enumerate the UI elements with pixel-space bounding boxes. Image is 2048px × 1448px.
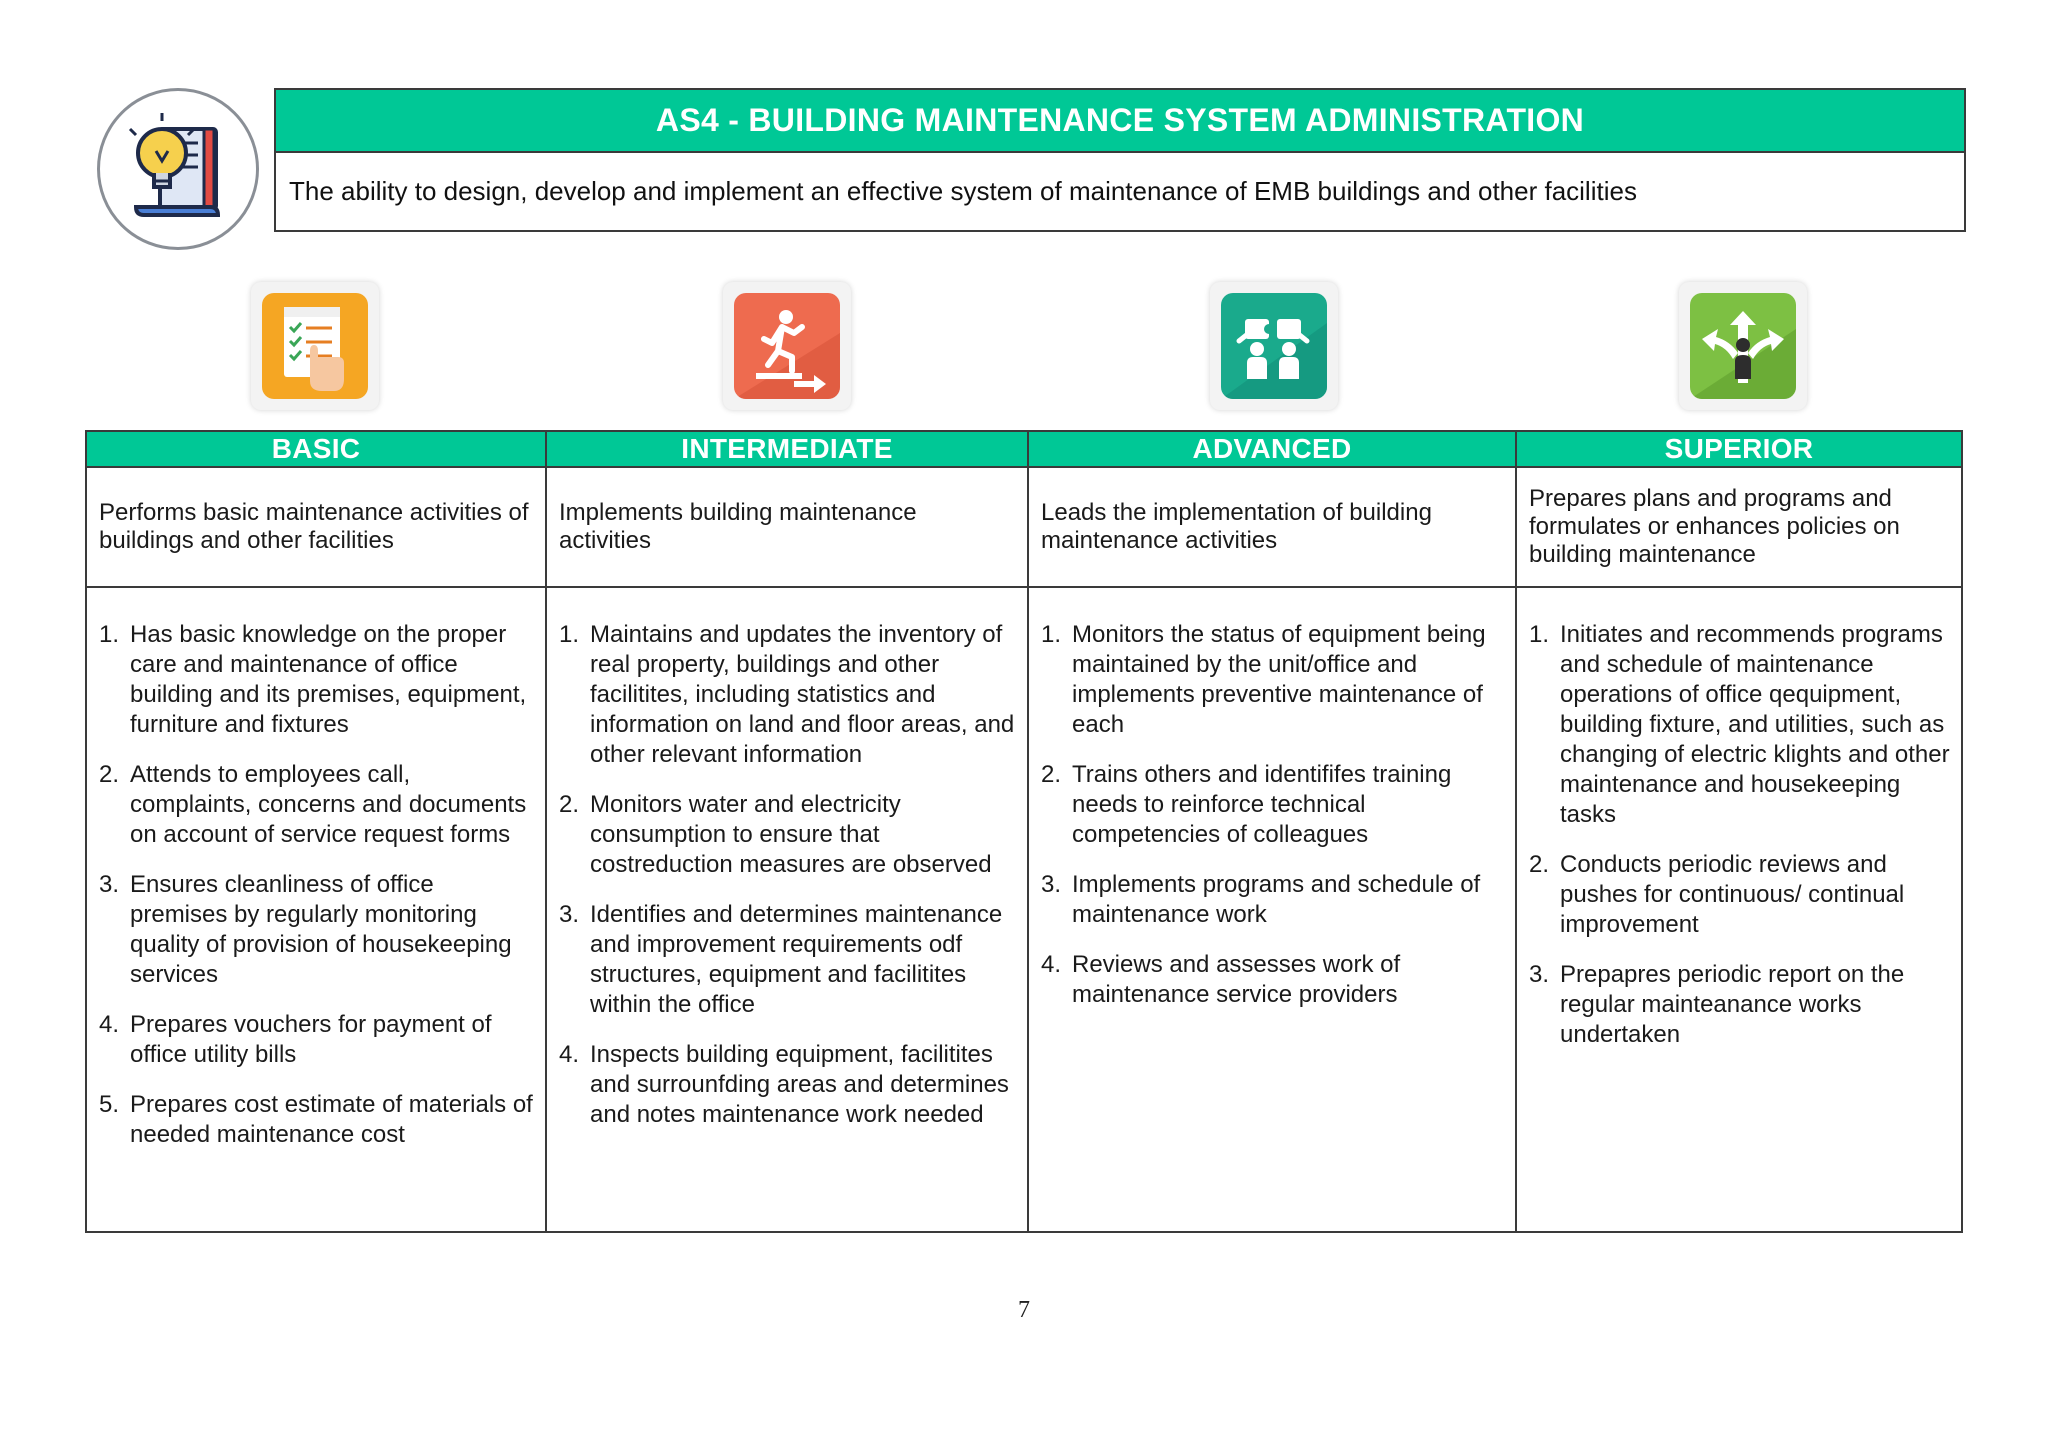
indicator-item: 2. Trains others and identififes training needs to reinforce technical competencies of colleagues [1041,761,1452,848]
levels-header-row [86,431,1962,467]
indicator-list [559,620,1017,1130]
proficiency-levels-table [85,430,1963,1233]
indicator-item: 3. Implements programs and schedule of maintenance work [1041,871,1481,928]
indicator-item: 1. Monitors the status of equipment being maintained by the unit/office and implements preventive maintenance of each [1041,621,1486,738]
level-indicators-advanced [1028,587,1516,1232]
competency-title: AS4 - BUILDING MAINTENANCE SYSTEM ADMINISTRATION [276,90,1964,153]
indicator-item: 4. Inspects building equipment, facilitites and surrounfding areas and determines and notes maintenance work needed [559,1041,1009,1128]
competency-logo [97,88,259,250]
levels-indicators-row [86,587,1962,1232]
indicator-item: 2. Conducts periodic reviews and pushes for continuous/ continual improvement [1529,851,1905,938]
indicator-list [1041,620,1505,1010]
indicator-item: 3. Prepapres periodic report on the regular mainteanance works undertaken [1529,961,1905,1048]
level-summary-intermediate: Implements building maintenance activities [546,467,1028,587]
level-indicators-intermediate [546,587,1028,1232]
intermediate-level-icon [723,282,851,410]
competency-header [274,88,1966,232]
advanced-level-icon [1210,282,1338,410]
running-exit-icon [734,293,840,399]
competency-description: The ability to design, develop and implement an effective system of maintenance of EMB buildings and other facilities [289,176,1637,206]
indicator-item: 4. Reviews and assesses work of maintenance service providers [1041,951,1401,1008]
page-number: 7 [1018,1297,1030,1323]
level-summary-superior: Prepares plans and programs and formulates or enhances policies on building maintenance [1516,467,1962,587]
checklist-hand-icon [262,293,368,399]
level-summary-basic: Performs basic maintenance activities of buildings and other facilities [86,467,546,587]
indicator-list [1529,620,1951,1050]
indicator-item: 4. Prepares vouchers for payment of office utility bills [99,1011,492,1068]
indicator-item: 3. Ensures cleanliness of office premises by regularly monitoring quality of provision of housekeeping services [99,871,512,988]
crossroads-arrows-icon [1690,293,1796,399]
indicator-list [99,620,535,1150]
level-header-superior: SUPERIOR [1516,431,1962,467]
level-header-advanced: ADVANCED [1028,431,1516,467]
level-summary-advanced: Leads the implementation of building maintenance activities [1028,467,1516,587]
indicator-item: 3. Identifies and determines maintenance and improvement requirements odf structures, equipment and facilitites within the office [559,901,1003,1018]
indicator-item: 1. Maintains and updates the inventory of real property, buildings and other facilitites, including statistics and information on land and floor areas, and other relevant information [559,621,1015,768]
lightbulb-book-icon [100,91,256,247]
level-header-basic: BASIC [86,431,546,467]
indicator-item: 2. Attends to employees call, complaints, concerns and documents on account of service request forms [99,761,527,848]
indicator-item: 1. Initiates and recommends programs and schedule of maintenance operations of office qequipment, building fixture, and utilities, such as changing of electric klights and other maintenance and housekeeping tasks [1529,621,1950,828]
levels-summary-row [86,467,1962,587]
team-puzzle-icon [1221,293,1327,399]
indicator-item: 5. Prepares cost estimate of materials of needed maintenance cost [99,1091,533,1148]
level-indicators-superior [1516,587,1962,1232]
level-header-intermediate: INTERMEDIATE [546,431,1028,467]
superior-level-icon [1679,282,1807,410]
basic-level-icon [251,282,379,410]
indicator-item: 1. Has basic knowledge on the proper care and maintenance of office building and its premises, equipment, furniture and fixtures [99,621,527,738]
indicator-item: 2. Monitors water and electricity consumption to ensure that costreduction measures are observed [559,791,992,878]
level-indicators-basic [86,587,546,1232]
